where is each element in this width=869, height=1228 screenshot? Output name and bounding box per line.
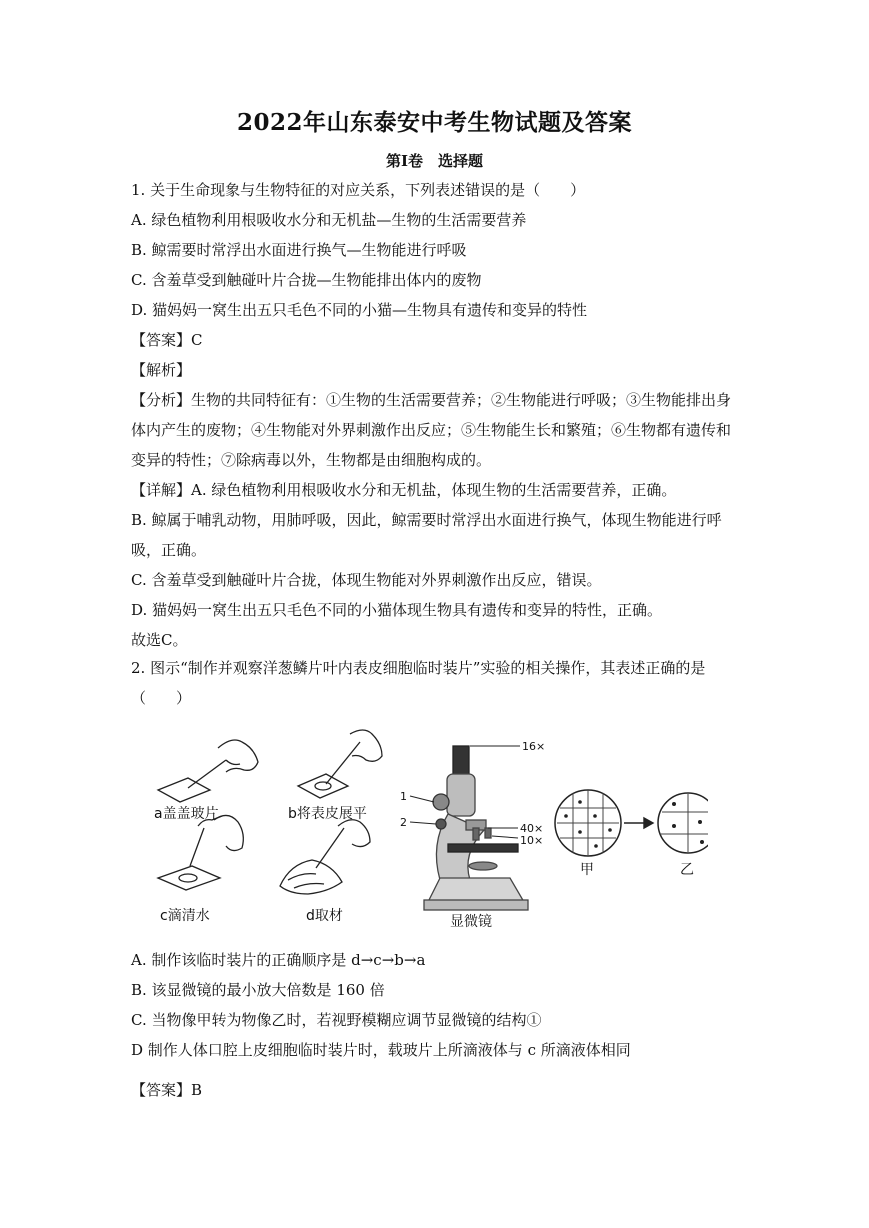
q2-stem-line: （ ）: [131, 689, 192, 707]
q2-option-b: B. 该显微镜的最小放大倍数是 160 倍: [131, 981, 385, 999]
objective-high-label: 40×: [520, 822, 544, 835]
step-b-label: b将表皮展平: [288, 806, 367, 822]
q1-analysis-line: 变异的特性；⑦除病毒以外，生物都是由细胞构成的。: [131, 451, 492, 469]
section-heading: 第Ⅰ卷 选择题: [385, 152, 484, 170]
q1-stem: 1. 关于生命现象与生物特征的对应关系，下列表述错误的是（ ）: [131, 181, 586, 199]
q1-option-a: A. 绿色植物利用根吸收水分和无机盐—生物的生活需要营养: [131, 211, 527, 229]
part-2-label: 2: [400, 816, 407, 829]
step-a-illustration: [158, 740, 258, 802]
arrow-icon: [624, 818, 653, 828]
q1-analysis-line: 【分析】生物的共同特征有：①生物的生活需要营养；②生物能进行呼吸；③生物能排出身: [131, 391, 732, 409]
q1-option-b: B. 鲸需要时常浮出水面进行换气—生物能进行呼吸: [131, 241, 467, 259]
step-d-label: d取材: [306, 908, 343, 924]
view-jia-label: 甲: [580, 862, 594, 878]
q2-answer: 【答案】B: [131, 1081, 203, 1099]
step-c-illustration: [158, 815, 243, 890]
q1-detail-line: 故选C。: [131, 631, 188, 649]
step-d-illustration: [280, 820, 370, 894]
field-of-view-jia: [555, 790, 621, 856]
q1-analysis-line: 体内产生的废物；④生物能对外界刺激作出反应；⑤生物能生长和繁殖；⑥生物都有遗传和: [131, 421, 732, 439]
microscope-label: 显微镜: [450, 914, 492, 930]
q1-answer: 【答案】C: [131, 331, 203, 349]
part-1-label: 1: [400, 790, 407, 803]
q2-option-a: A. 制作该临时装片的正确顺序是 d→c→b→a: [131, 951, 426, 969]
q1-option-d: D. 猫妈妈一窝生出五只毛色不同的小猫—生物具有遗传和变异的特性: [131, 301, 588, 319]
q1-detail-line: 【详解】A. 绿色植物利用根吸收水分和无机盐，体现生物的生活需要营养，正确。: [131, 481, 677, 499]
view-yi-label: 乙: [680, 862, 694, 878]
experiment-figure-svg: [148, 728, 708, 933]
document-title: 2022年山东泰安中考生物试题及答案: [236, 109, 632, 136]
q2-option-c: C. 当物像甲转为物像乙时，若视野模糊应调节显微镜的结构①: [131, 1011, 542, 1029]
q2-stem-line: 2. 图示“制作并观察洋葱鳞片叶内表皮细胞临时装片”实验的相关操作，其表述正确的是: [131, 659, 706, 677]
experiment-figure: [148, 728, 708, 933]
step-a-label: a盖盖玻片: [154, 806, 219, 822]
objective-low-label: 10×: [520, 834, 544, 847]
q1-detail-line: 吸，正确。: [131, 541, 207, 559]
step-b-illustration: [298, 730, 382, 798]
q1-detail-line: B. 鲸属于哺乳动物，用肺呼吸，因此，鲸需要时常浮出水面进行换气，体现生物能进行呼: [131, 511, 722, 529]
q1-analysis-heading: 【解析】: [131, 361, 192, 379]
q1-detail-line: D. 猫妈妈一窝生出五只毛色不同的小猫体现生物具有遗传和变异的特性，正确。: [131, 601, 663, 619]
eyepiece-label: 16×: [522, 740, 546, 753]
q1-detail-line: C. 含羞草受到触碰叶片合拢，体现生物能对外界刺激作出反应，错误。: [131, 571, 602, 589]
step-c-label: c滴清水: [160, 908, 210, 924]
field-of-view-yi: [658, 793, 708, 853]
q1-option-c: C. 含羞草受到触碰叶片合拢—生物能排出体内的废物: [131, 271, 482, 289]
q2-option-d: D 制作人体口腔上皮细胞临时装片时，载玻片上所滴液体与 c 所滴液体相同: [131, 1041, 631, 1059]
